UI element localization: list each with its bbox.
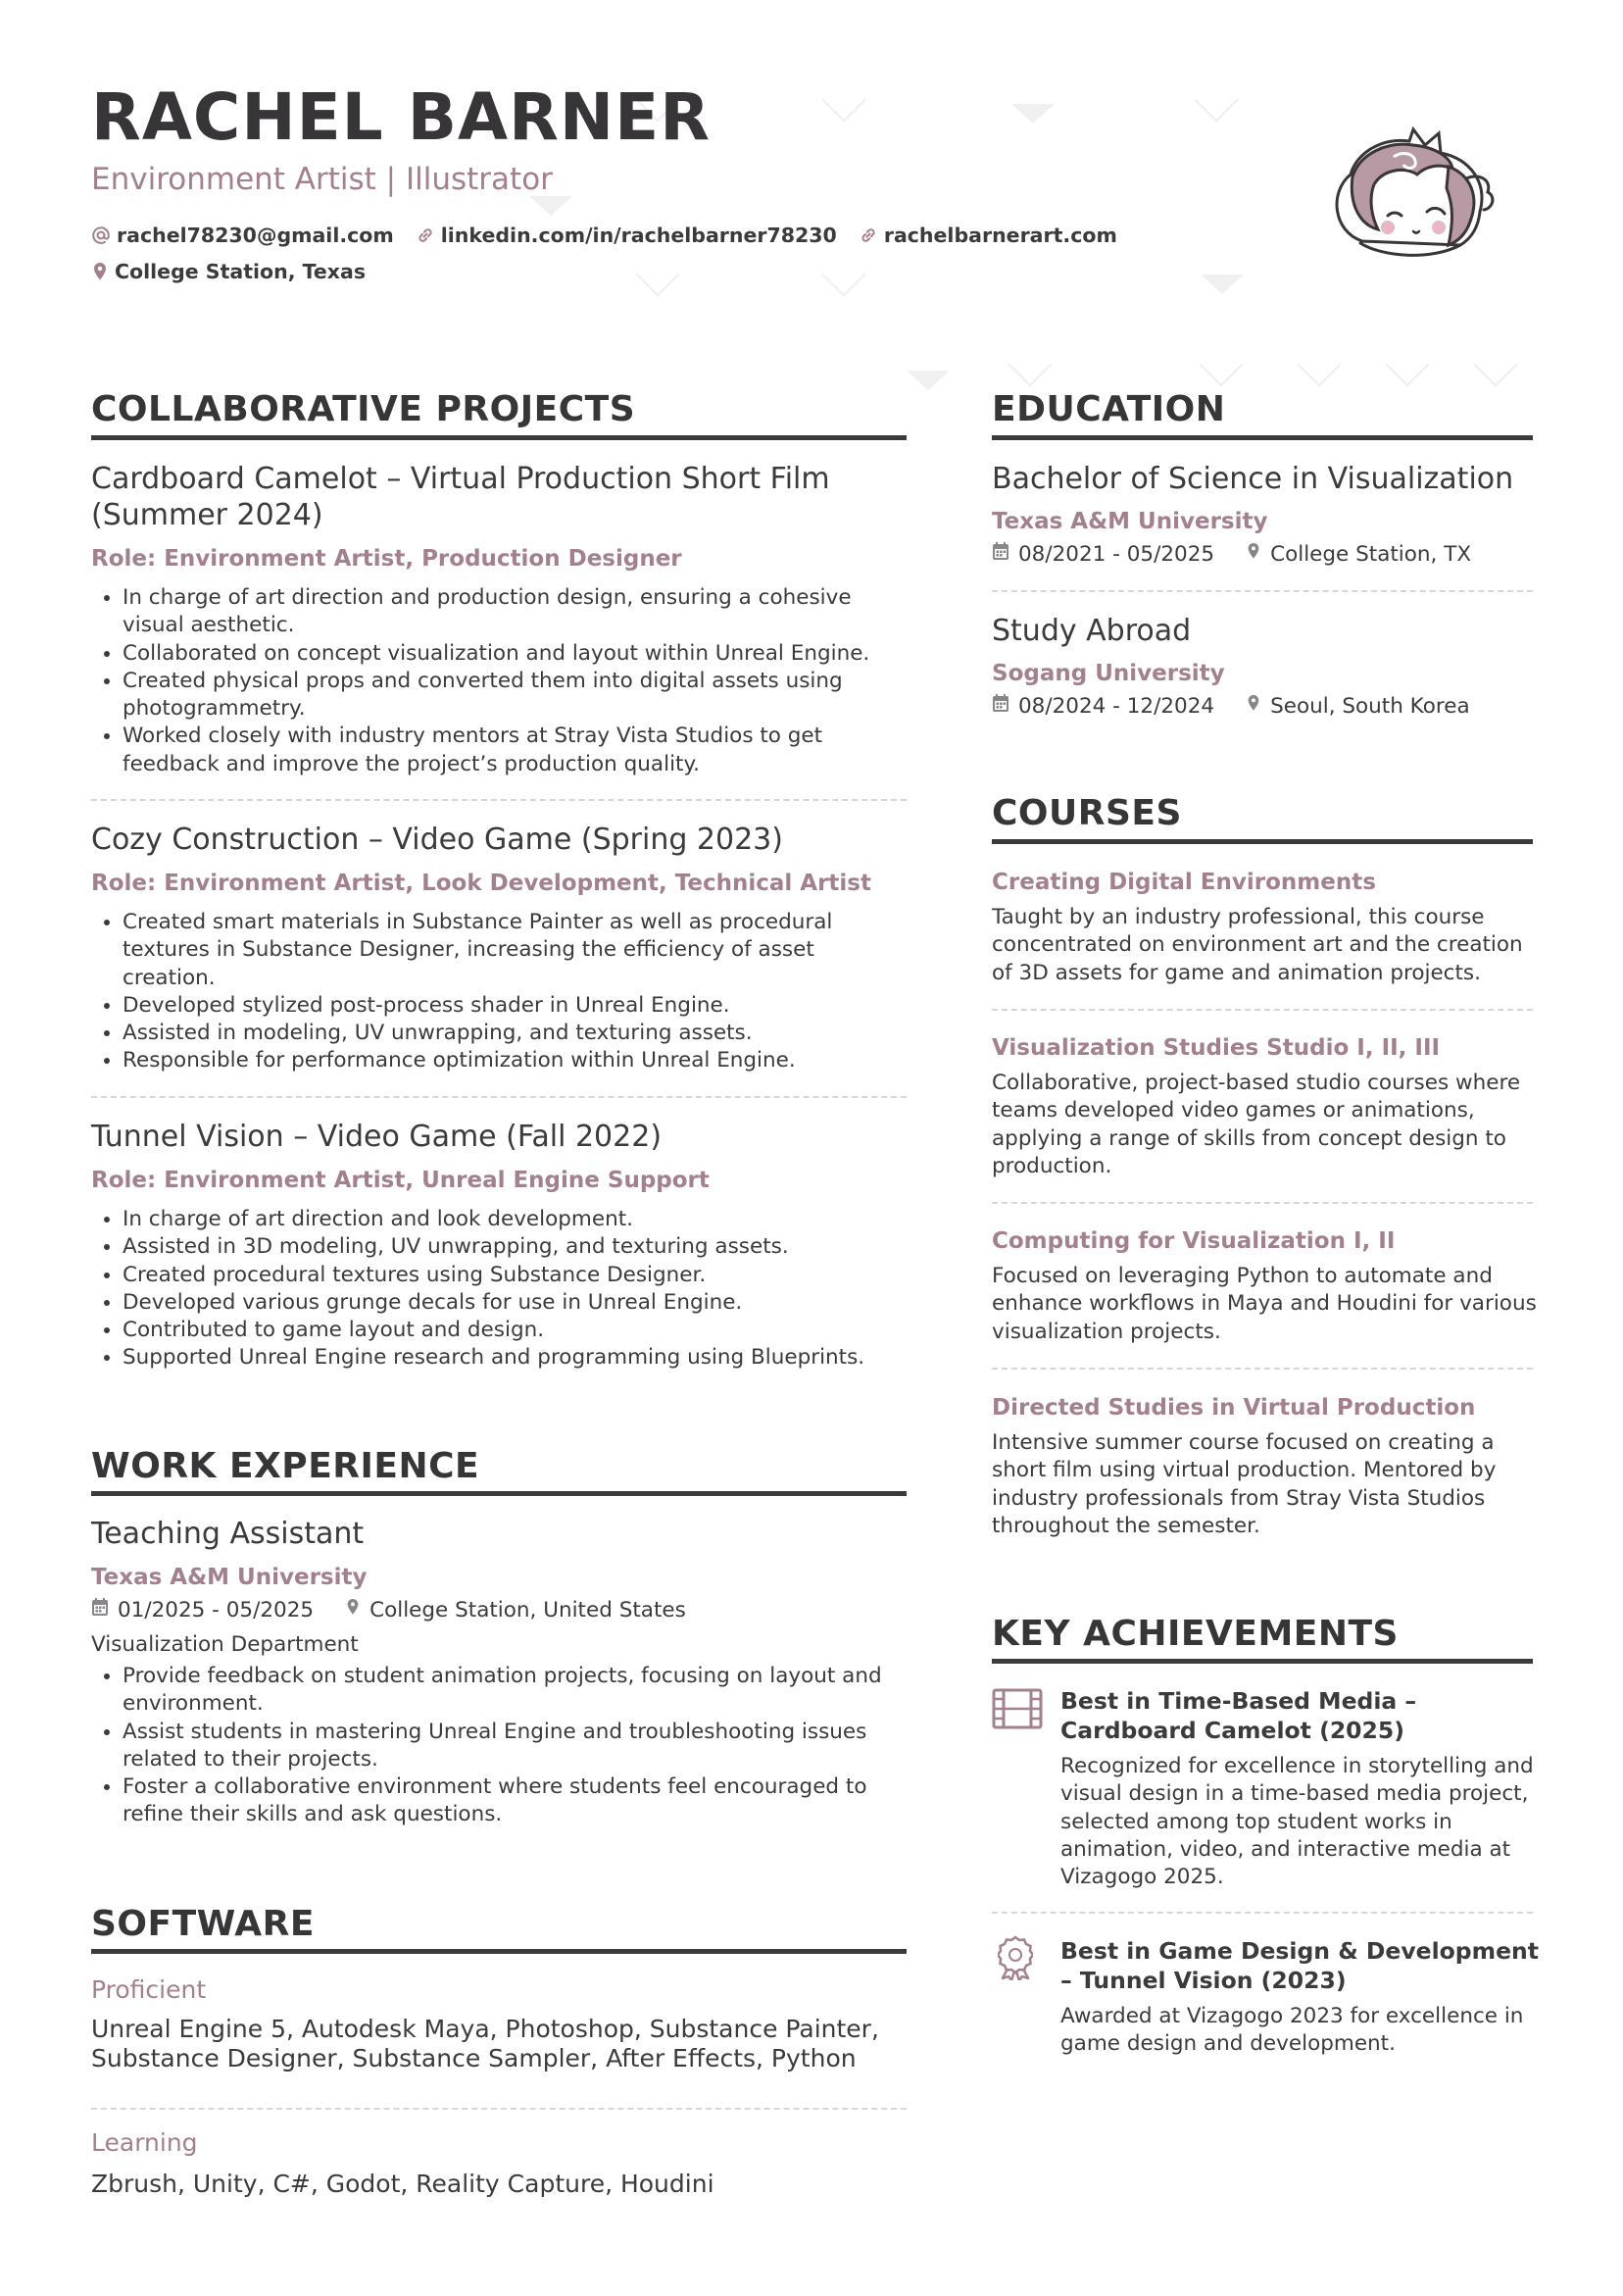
email-text: rachel78230@gmail.com bbox=[117, 224, 394, 247]
bullet-item: • Worked closely with industry mentors at Stray Vista Studios to get feedback and improve the project’s production quality. bbox=[123, 723, 907, 778]
school-name: Texas A&M University bbox=[992, 509, 1268, 534]
decor-triangle bbox=[1011, 104, 1055, 124]
job-bullet-list bbox=[91, 1663, 926, 1829]
link-icon bbox=[859, 225, 878, 245]
bullet-item: • Developed various grunge decals for use in Unreal Engine. bbox=[123, 1289, 985, 1317]
course-title: Visualization Studies Studio I, II, III bbox=[992, 1035, 1441, 1061]
bullet-item: • Provide feedback on student animation projects, focusing on layout and environment. bbox=[123, 1663, 926, 1719]
section-divider bbox=[992, 435, 1533, 440]
bullet-item: • Assisted in modeling, UV unwrapping, and texturing assets. bbox=[123, 1020, 907, 1047]
achievement-title: Best in Game Design & Development – Tunnel Vision (2023) bbox=[1060, 1937, 1539, 1994]
location-pin-icon bbox=[345, 1597, 361, 1622]
entry-divider bbox=[992, 1202, 1533, 1204]
learning-label: Learning bbox=[91, 2128, 198, 2157]
bullet-item: • In charge of art direction and look development. bbox=[123, 1206, 985, 1233]
bullet-item: • Collaborated on concept visualization and layout within Unreal Engine. bbox=[123, 640, 907, 668]
bullet-item: • Responsible for performance optimization within Unreal Engine. bbox=[123, 1047, 907, 1074]
project-role: Role: Environment Artist, Look Development, Technical Artist bbox=[91, 871, 871, 896]
at-icon bbox=[91, 225, 111, 245]
section-divider bbox=[91, 1949, 907, 1954]
location-text: College Station, United States bbox=[369, 1597, 686, 1622]
course-title: Computing for Visualization I, II bbox=[992, 1228, 1396, 1254]
website-contact[interactable] bbox=[859, 224, 1117, 247]
proficient-label: Proficient bbox=[91, 1975, 207, 2004]
education-meta bbox=[992, 541, 1493, 567]
email-contact[interactable] bbox=[91, 224, 394, 247]
software-heading: SOFTWARE bbox=[91, 1904, 315, 1944]
bullet-item: • Assist students in mastering Unreal Engine and troubleshooting issues related to their projects. bbox=[123, 1719, 926, 1774]
project-title: Tunnel Vision – Video Game (Fall 2022) bbox=[91, 1120, 663, 1154]
candidate-name: RACHEL BARNER bbox=[91, 79, 712, 155]
company-name: Texas A&M University bbox=[91, 1565, 368, 1590]
course-description: Taught by an industry professional, this course concentrated on environment art and the creation of 3D assets for game and animation projects. bbox=[992, 905, 1523, 985]
section-divider bbox=[91, 435, 907, 440]
location-contact bbox=[91, 260, 366, 283]
decor-triangle bbox=[635, 252, 679, 296]
location-text: Seoul, South Korea bbox=[1270, 693, 1470, 719]
decor-triangle bbox=[1201, 275, 1244, 294]
job-meta bbox=[91, 1597, 708, 1622]
project-role: Role: Environment Artist, Production Designer bbox=[91, 546, 682, 572]
bullet-item: • Assisted in 3D modeling, UV unwrapping, and texturing assets. bbox=[123, 1233, 985, 1261]
education-location bbox=[1246, 541, 1471, 567]
entry-divider bbox=[992, 1009, 1533, 1011]
bullet-item: • Foster a collaborative environment where students feel encouraged to refine their skills and ask questions. bbox=[123, 1773, 926, 1829]
project-title-line: Cardboard Camelot – Virtual Production Short Film bbox=[91, 462, 830, 496]
project-bullet-list bbox=[91, 909, 907, 1075]
linkedin-contact[interactable] bbox=[416, 224, 837, 247]
achievements-heading: KEY ACHIEVEMENTS bbox=[992, 1614, 1399, 1654]
job-dates bbox=[91, 1597, 314, 1622]
bullet-item: • Created physical props and converted them into digital assets using photogrammetry. bbox=[123, 668, 907, 724]
decor-triangle bbox=[1199, 342, 1243, 386]
dates-text: 01/2025 - 05/2025 bbox=[118, 1597, 315, 1622]
bullet-item: • In charge of art direction and production design, ensuring a cohesive visual aesthetic. bbox=[123, 584, 907, 640]
education-dates bbox=[992, 693, 1214, 719]
course-description: Intensive summer course focused on creating a short film using virtual production. Mentored by industry professionals from Stray Vista Studios throughout the semester. bbox=[992, 1430, 1497, 1538]
entry-divider bbox=[91, 799, 907, 801]
projects-heading: COLLABORATIVE PROJECTS bbox=[91, 389, 636, 429]
achievement-description: Recognized for excellence in storytelling and visual design in a time-based media project, selected among top student works in animation, video, and interactive media at Vizagogo 2025. bbox=[1060, 1754, 1534, 1890]
decor-triangle bbox=[1473, 342, 1517, 386]
course-description: Focused on leveraging Python to automate and enhance workflows in Maya and Houdini for various visualization projects. bbox=[992, 1264, 1537, 1344]
education-meta bbox=[992, 693, 1492, 719]
project-title: Cozy Construction – Video Game (Spring 2023) bbox=[91, 823, 783, 857]
entry-divider bbox=[91, 1096, 907, 1098]
job-title: Teaching Assistant bbox=[91, 1517, 365, 1551]
film-strip-icon bbox=[992, 1688, 1043, 1729]
entry-divider bbox=[992, 590, 1533, 592]
location-pin-icon bbox=[91, 262, 109, 281]
bullet-item: • Supported Unreal Engine research and programming using Blueprints. bbox=[123, 1344, 985, 1372]
course-description: Collaborative, project-based studio courses where teams developed video games or animations, applying a range of skills from concept design to production. bbox=[992, 1071, 1521, 1178]
candidate-title: Environment Artist | Illustrator bbox=[91, 162, 553, 197]
entry-divider bbox=[91, 2108, 907, 2110]
degree-title: Bachelor of Science in Visualization bbox=[992, 462, 1514, 496]
project-bullet-list bbox=[91, 1206, 985, 1373]
decor-triangle bbox=[821, 77, 865, 122]
degree-title: Study Abroad bbox=[992, 614, 1192, 648]
location-pin-icon bbox=[1246, 693, 1261, 719]
location-text: College Station, TX bbox=[1270, 541, 1472, 567]
website-text: rachelbarnerart.com bbox=[883, 224, 1117, 247]
work-heading: WORK EXPERIENCE bbox=[91, 1446, 480, 1486]
proficient-list: Unreal Engine 5, Autodesk Maya, Photoshop, Substance Painter, Substance Designer, Substance Sampler, After Effects, Python bbox=[91, 2015, 879, 2072]
dates-text: 08/2024 - 12/2024 bbox=[1018, 693, 1215, 719]
project-role: Role: Environment Artist, Unreal Engine Support bbox=[91, 1168, 710, 1193]
decor-triangle bbox=[1297, 342, 1341, 386]
course-title: Directed Studies in Virtual Production bbox=[992, 1395, 1476, 1421]
decor-triangle bbox=[1194, 77, 1238, 122]
contact-list bbox=[91, 224, 1117, 247]
avatar bbox=[1323, 124, 1505, 269]
decor-triangle bbox=[907, 371, 950, 390]
entry-divider bbox=[992, 1912, 1533, 1914]
project-bullet-list bbox=[91, 584, 907, 778]
education-location bbox=[1246, 693, 1470, 719]
bullet-item: • Created procedural textures using Substance Designer. bbox=[123, 1262, 985, 1289]
calendar-icon bbox=[992, 541, 1009, 567]
decor-triangle bbox=[529, 196, 572, 216]
learning-list: Zbrush, Unity, C#, Godot, Reality Capture, Houdini bbox=[91, 2170, 714, 2198]
bullet-item: • Contributed to game layout and design. bbox=[123, 1317, 985, 1344]
achievement-title: Best in Time-Based Media – Cardboard Camelot (2025) bbox=[1060, 1687, 1417, 1744]
decor-triangle bbox=[821, 252, 865, 296]
achievement-description: Awarded at Vizagogo 2023 for excellence in game design and development. bbox=[1060, 2004, 1524, 2057]
courses-heading: COURSES bbox=[992, 793, 1182, 833]
decor-triangle bbox=[1385, 342, 1429, 386]
school-name: Sogang University bbox=[992, 661, 1225, 686]
award-ribbon-icon bbox=[998, 1935, 1033, 1980]
location-row bbox=[91, 260, 366, 283]
education-heading: EDUCATION bbox=[992, 389, 1226, 429]
project-title-line: (Summer 2024) bbox=[91, 498, 323, 532]
department-text: Visualization Department bbox=[91, 1632, 359, 1657]
job-location bbox=[345, 1597, 686, 1622]
section-divider bbox=[91, 1491, 907, 1496]
dates-text: 08/2021 - 05/2025 bbox=[1018, 541, 1215, 567]
calendar-icon bbox=[91, 1597, 109, 1622]
section-divider bbox=[992, 839, 1533, 844]
calendar-icon bbox=[992, 693, 1009, 719]
entry-divider bbox=[992, 1368, 1533, 1370]
education-dates bbox=[992, 541, 1214, 567]
link-icon bbox=[416, 225, 435, 245]
bullet-item: • Developed stylized post-process shader in Unreal Engine. bbox=[123, 992, 907, 1020]
location-text: College Station, Texas bbox=[115, 260, 367, 283]
bullet-item: • Created smart materials in Substance Painter as well as procedural textures in Substance Designer, increasing the efficiency of asset creation. bbox=[123, 909, 907, 992]
linkedin-text: linkedin.com/in/rachelbarner78230 bbox=[440, 224, 837, 247]
section-divider bbox=[992, 1659, 1533, 1664]
decor-triangle bbox=[1008, 342, 1052, 386]
course-title: Creating Digital Environments bbox=[992, 870, 1376, 895]
project-title bbox=[91, 461, 830, 533]
location-pin-icon bbox=[1246, 541, 1261, 567]
